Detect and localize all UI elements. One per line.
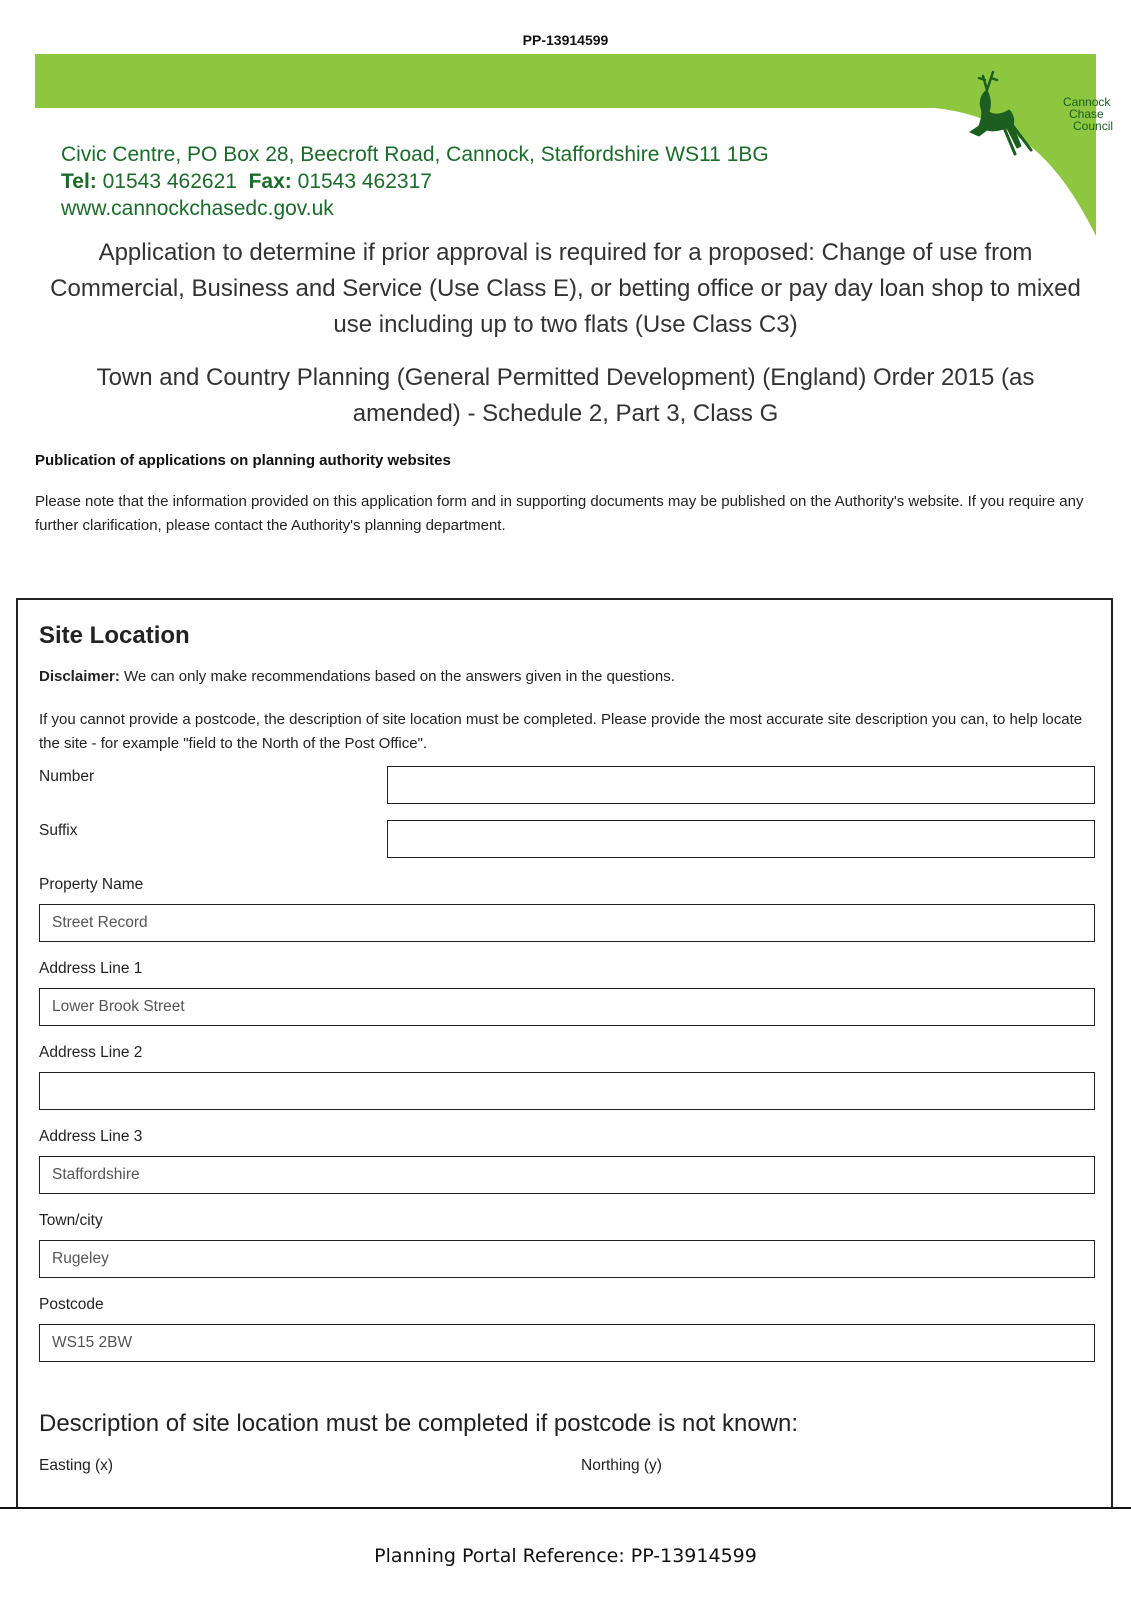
number-input[interactable] <box>387 766 1095 804</box>
town-city-input[interactable]: Rugeley <box>39 1240 1095 1278</box>
page-reference: PP-13914599 <box>522 32 609 48</box>
address-line-3-label: Address Line 3 <box>39 1128 143 1145</box>
number-label: Number <box>39 768 95 785</box>
description-heading: Description of site location must be completed if postcode is not known: <box>39 1410 799 1437</box>
address-line-1-label: Address Line 1 <box>39 960 143 977</box>
council-website: www.cannockchasedc.gov.uk <box>61 197 334 220</box>
northing-label: Northing (y) <box>581 1457 662 1474</box>
easting-label: Easting (x) <box>39 1457 114 1474</box>
publication-text: Please note that the information provided on this application form and in supporting documents may be published on the Authority's website. If you require any further clarification, please contact the Authority's planning department. <box>35 493 1084 534</box>
town-city-label: Town/city <box>39 1212 103 1229</box>
fax-label: Fax: <box>248 170 292 193</box>
legislation-title: Town and Country Planning (General Permitted Development) (England) Order 2015 (as amended) - Schedule 2, Part 3, Class G <box>96 364 1035 427</box>
tel-number: 01543 462621 <box>102 170 237 193</box>
publication-heading: Publication of applications on planning authority websites <box>35 452 451 469</box>
disclaimer-label: Disclaimer: <box>39 668 120 685</box>
footer-divider <box>0 1507 1131 1509</box>
council-logo-text <box>1063 96 1131 132</box>
logo-line-2: Chase <box>1069 107 1104 121</box>
section-title: Site Location <box>39 622 190 649</box>
address-line-3-input[interactable]: Staffordshire <box>39 1156 1095 1194</box>
address-line-2-label: Address Line 2 <box>39 1044 143 1061</box>
fax-number: 01543 462317 <box>297 170 432 193</box>
postcode-label: Postcode <box>39 1296 104 1313</box>
suffix-input[interactable] <box>387 820 1095 858</box>
logo-line-3: Council <box>1073 119 1114 133</box>
suffix-label: Suffix <box>39 822 78 839</box>
tel-label: Tel: <box>61 170 97 193</box>
site-location-section <box>16 598 1113 1508</box>
address-line-1-input[interactable]: Lower Brook Street <box>39 988 1095 1026</box>
location-instructions: If you cannot provide a postcode, the description of site location must be completed. Please provide the most accurate site description you can, to help locate the site - for example "field to the North of the Post Office". <box>39 711 1083 752</box>
property-name-label: Property Name <box>39 876 144 893</box>
address-line-2-input[interactable] <box>39 1072 1095 1110</box>
disclaimer <box>39 668 675 685</box>
footer-reference: Planning Portal Reference: PP-13914599 <box>374 1545 757 1567</box>
council-address: Civic Centre, PO Box 28, Beecroft Road, Cannock, Staffordshire WS11 1BG <box>61 143 769 166</box>
logo-line-1: Cannock <box>1063 95 1111 109</box>
disclaimer-text: We can only make recommendations based on the answers given in the questions. <box>119 668 675 685</box>
application-title: Application to determine if prior approval is required for a proposed: Change of use from Commercial, Business and Service (Use Class E), or betting office or pay day loan shop to mixed use including up to two flats (Use Class C3) <box>50 239 1081 338</box>
council-phone-line <box>61 168 769 195</box>
property-name-input[interactable]: Street Record <box>39 904 1095 942</box>
council-contact <box>61 141 769 222</box>
postcode-input[interactable]: WS15 2BW <box>39 1324 1095 1362</box>
